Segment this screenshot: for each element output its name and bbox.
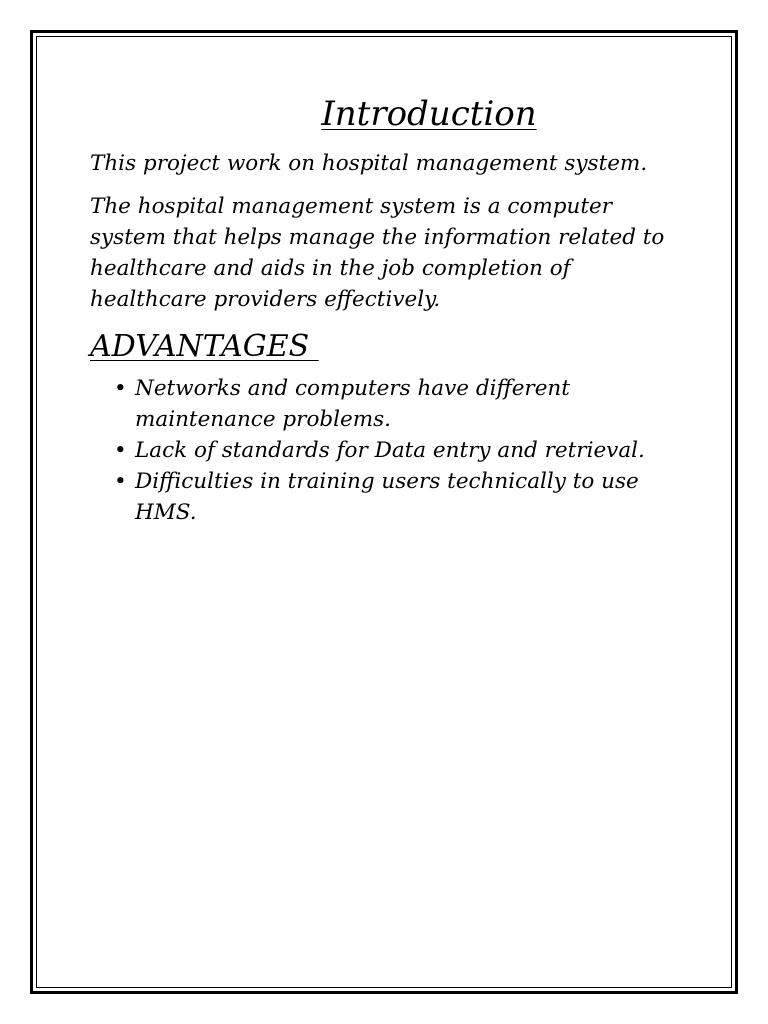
- bullet-icon: •: [114, 469, 127, 494]
- list-item-text: Networks and computers have different maintenance problems.: [135, 376, 570, 432]
- page-content: [90, 92, 690, 528]
- description-paragraph: The hospital management system is a computer system that helps manage the information related to healthcare and aids in the job completion of healthcare providers effectively.: [90, 194, 665, 312]
- list-item-text: Difficulties in training users technically to use HMS.: [135, 469, 639, 525]
- list-item: [114, 435, 690, 466]
- intro-paragraph: This project work on hospital management system.: [90, 151, 648, 176]
- advantages-heading: ADVANTAGES: [90, 329, 319, 364]
- bullet-icon: •: [114, 438, 127, 463]
- list-item: [114, 373, 690, 435]
- advantages-list: [90, 373, 690, 528]
- bullet-icon: •: [114, 376, 127, 401]
- list-item-text: Lack of standards for Data entry and retrieval.: [135, 438, 645, 463]
- page-title: Introduction: [321, 94, 537, 134]
- list-item: [114, 466, 690, 528]
